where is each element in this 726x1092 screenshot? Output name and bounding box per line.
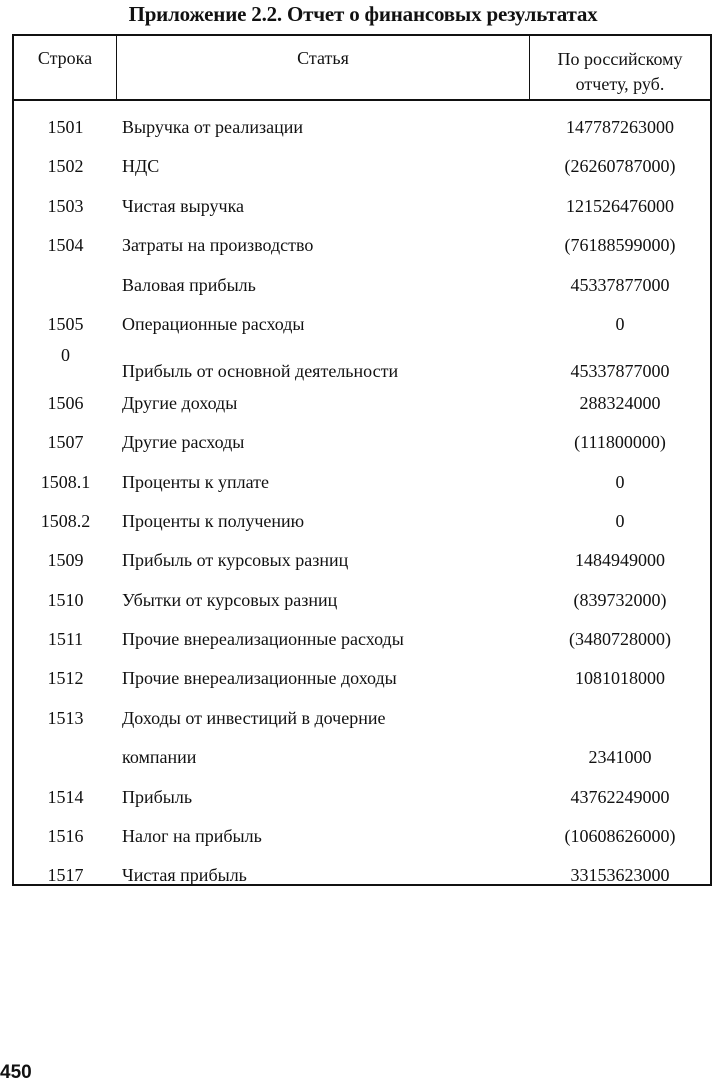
row-item: Прибыль от курсовых разниц — [122, 550, 349, 571]
table-row — [14, 424, 710, 463]
row-code: 1505 — [47, 313, 84, 334]
row-value: 0 — [615, 471, 625, 492]
table-row — [14, 188, 710, 227]
table-row — [14, 345, 710, 384]
row-value: (76188599000) — [564, 235, 676, 256]
row-item: НДС — [122, 156, 160, 177]
row-item: Чистая прибыль — [122, 865, 247, 886]
row-value: 1484949000 — [575, 550, 665, 571]
row-item: Другие доходы — [122, 392, 238, 413]
page-number: 450 — [0, 1062, 32, 1083]
row-code: 1506 — [47, 392, 84, 413]
table-row — [14, 700, 710, 739]
row-value: (839732000) — [573, 589, 667, 610]
table-row — [14, 109, 710, 148]
row-value: 0 — [615, 313, 625, 334]
table-body — [14, 109, 710, 897]
row-value: 288324000 — [579, 392, 661, 413]
row-code: 1514 — [47, 786, 84, 807]
row-code: 0 — [61, 345, 70, 366]
row-value: 0 — [615, 510, 625, 531]
row-item: Выручка от реализации — [122, 117, 303, 137]
row-value: (111800000) — [574, 432, 666, 453]
row-item: Прочие внереализационные доходы — [122, 668, 397, 689]
row-value: 2341000 — [588, 747, 652, 768]
table-row — [14, 779, 710, 818]
row-value: 45337877000 — [570, 274, 670, 295]
table-row — [14, 857, 710, 896]
table-row — [14, 739, 710, 778]
header-value-line1: По российскому — [557, 49, 683, 69]
row-code: 1504 — [47, 235, 84, 256]
table-row — [14, 582, 710, 621]
row-code: 1511 — [47, 629, 84, 650]
row-item: Другие расходы — [122, 432, 245, 453]
row-code: 1507 — [47, 432, 84, 453]
row-value: 33153623000 — [570, 865, 670, 886]
table-header-row — [14, 36, 710, 101]
row-code: 1501 — [47, 117, 84, 137]
header-value — [530, 36, 710, 99]
table-row — [14, 503, 710, 542]
row-item: Прибыль — [122, 786, 193, 807]
row-item: Проценты к уплате — [122, 471, 269, 492]
row-code: 1502 — [47, 156, 84, 177]
row-item: Доходы от инвестиций в дочерние — [122, 707, 386, 728]
row-item: Чистая выручка — [122, 195, 245, 216]
row-item: компании — [122, 747, 197, 768]
row-value: (3480728000) — [569, 629, 671, 650]
row-value: (26260787000) — [564, 156, 676, 177]
row-value: (10608626000) — [564, 826, 676, 847]
row-item: Убытки от курсовых разниц — [122, 589, 338, 610]
row-code: 1513 — [47, 707, 84, 728]
header-value-line2: отчету, руб. — [575, 74, 665, 94]
table-row — [14, 227, 710, 266]
row-item: Прочие внереализационные расходы — [122, 629, 404, 650]
row-value: 121526476000 — [566, 195, 674, 216]
table-row — [14, 542, 710, 581]
row-item: Проценты к получению — [122, 510, 305, 531]
header-item: Статья — [117, 36, 530, 99]
row-item: Валовая прибыль — [122, 274, 256, 295]
row-code: 1510 — [47, 589, 84, 610]
table-row — [14, 464, 710, 503]
row-value: 147787263000 — [566, 117, 674, 137]
table-row — [14, 818, 710, 857]
row-code: 1503 — [47, 195, 84, 216]
row-item: Налог на прибыль — [122, 826, 262, 847]
financial-results-table — [12, 34, 712, 886]
row-item: Затраты на производство — [122, 235, 314, 256]
row-code: 1508.2 — [40, 510, 91, 531]
row-item: Прибыль от основной деятельности — [122, 361, 399, 382]
page-title: Приложение 2.2. Отчет о финансовых результатах — [128, 2, 598, 26]
header-code: Строка — [14, 36, 117, 99]
row-code: 1508.1 — [40, 471, 91, 492]
row-code: 1512 — [47, 668, 84, 689]
row-code: 1517 — [47, 865, 84, 886]
table-row — [14, 385, 710, 424]
table-row — [14, 148, 710, 187]
table-row — [14, 306, 710, 345]
row-value: 43762249000 — [570, 786, 670, 807]
row-item: Операционные расходы — [122, 313, 305, 334]
row-code: 1516 — [47, 826, 84, 847]
table-row — [14, 267, 710, 306]
row-value: 1081018000 — [575, 668, 665, 689]
row-code: 1509 — [47, 550, 84, 571]
table-row — [14, 660, 710, 699]
table-row — [14, 621, 710, 660]
row-value: 45337877000 — [570, 361, 670, 382]
